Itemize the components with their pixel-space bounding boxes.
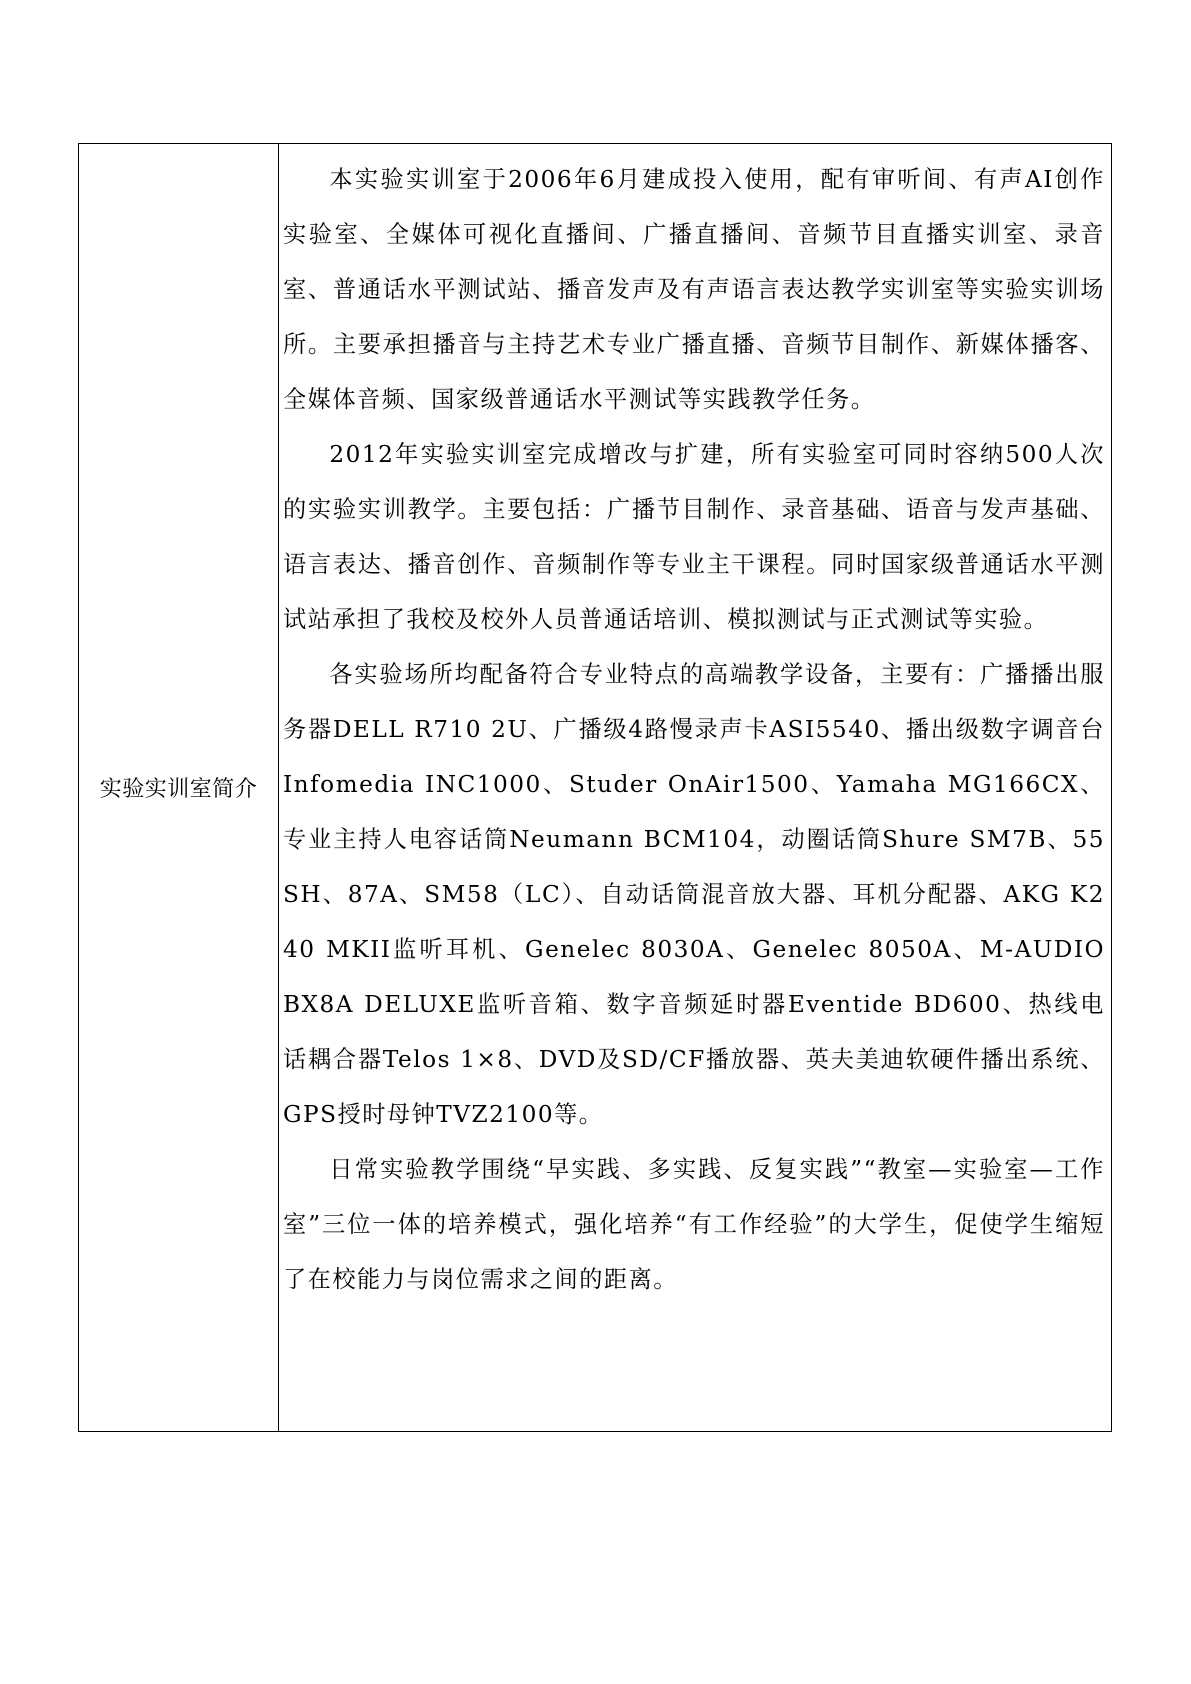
label-cell (79, 144, 279, 1431)
intro-paragraph-4: 日常实验教学围绕“早实践、多实践、反复实践”“教室—实验室—工作室”三位一体的培养模式，强化培养“有工作经验”的大学生，促使学生缩短了在校能力与岗位需求之间的距离。 (283, 1156, 1105, 1293)
content-cell (279, 144, 1111, 1431)
intro-paragraph-1: 本实验实训室于2006年6月建成投入使用，配有审听间、有声AI创作实验室、全媒体可视化直播间、广播直播间、音频节目直播实训室、录音室、普通话水平测试站、播音发声及有声语言表达教学实训室等实验实训场所。主要承担播音与主持艺术专业广播直播、音频节目制作、新媒体播客、全媒体音频、国家级普通话水平测试等实践教学任务。 (283, 166, 1105, 413)
intro-paragraph-3: 各实验场所均配备符合专业特点的高端教学设备，主要有：广播播出服务器DELL R710 2U、广播级4路慢录声卡ASI5540、播出级数字调音台Infomedia INC1000、Studer OnAir1500、Yamaha MG166CX、专业主持人电容话筒Neumann BCM104，动圈话筒Shure SM7B、55SH、87A、SM58（LC）、自动话筒混音放大器、耳机分配器、AKG K240 MKII监听耳机、Genelec 8030A、Genelec 8050A、M-AUDIO BX8A DELUXE监听音箱、数字音频延时器Eventide BD600、热线电话耦合器Telos 1×8、DVD及SD/CF播放器、英夫美迪软硬件播出系统、GPS授时母钟TVZ2100等。 (283, 661, 1105, 1128)
intro-paragraph-2: 2012年实验实训室完成增改与扩建，所有实验室可同时容纳500人次的实验实训教学。主要包括：广播节目制作、录音基础、语音与发声基础、语言表达、播音创作、音频制作等专业主干课程。同时国家级普通话水平测试站承担了我校及校外人员普通话培训、模拟测试与正式测试等实验。 (283, 441, 1105, 633)
row-label: 实验实训室简介 (99, 777, 258, 802)
lab-intro-table (78, 143, 1112, 1432)
